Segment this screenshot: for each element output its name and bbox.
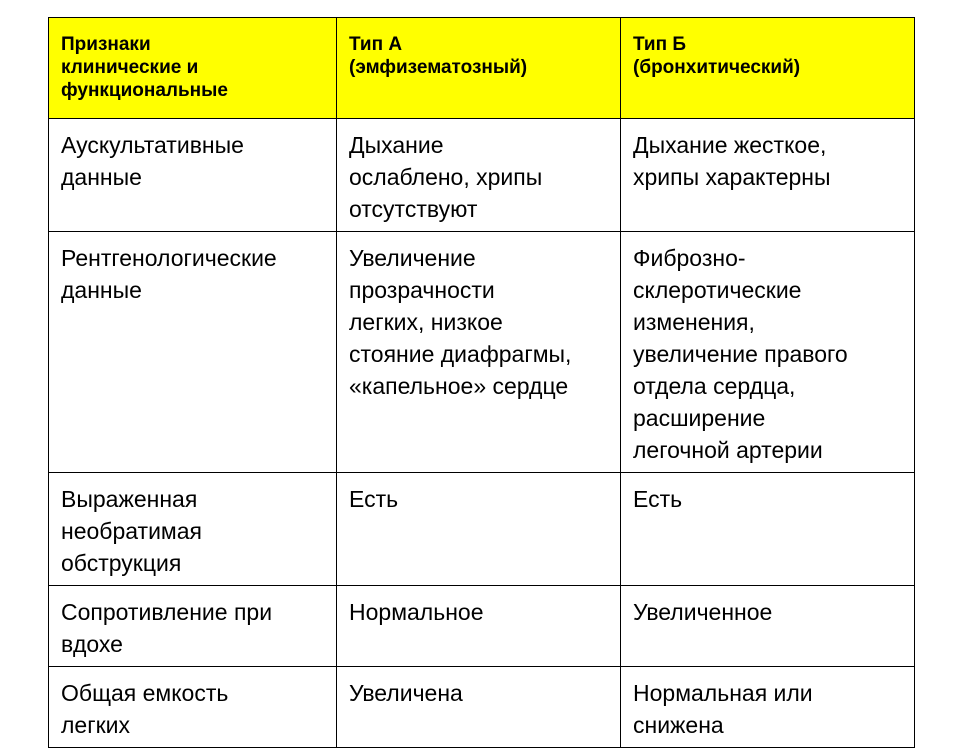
type-a-cell [337,232,621,473]
type-b-text: Дыхание жесткое, хрипы характерны [633,132,831,190]
type-a-cell [337,119,621,232]
feature-text: Рентгенологические данные [61,245,277,303]
header-cell-features [49,18,337,119]
type-a-text: Увеличение прозрачности легких, низкое стояние диафрагмы, «капельное» сердце [349,245,572,399]
type-b-cell [621,586,915,667]
type-a-cell [337,586,621,667]
type-b-text: Увеличенное [633,599,773,625]
type-b-cell [621,232,915,473]
feature-cell [49,119,337,232]
table-row [49,586,915,667]
feature-cell [49,586,337,667]
type-b-text: Фиброзно- склеротические изменения, увеличение правого отдела сердца, расширение легочной артерии [633,245,848,463]
feature-cell [49,232,337,473]
header-cell-type-a [337,18,621,119]
table-header-row [49,18,915,119]
type-b-cell [621,473,915,586]
type-b-cell [621,119,915,232]
type-b-text: Нормальная или снижена [633,680,813,738]
table-row [49,119,915,232]
feature-text: Сопротивление при вдохе [61,599,273,657]
type-a-cell [337,667,621,748]
type-b-text: Есть [633,486,683,512]
type-a-text: Нормальное [349,599,484,625]
header-features-label: Признаки клинические и функциональные [61,34,228,101]
type-a-text: Есть [349,486,399,512]
header-type-a-label: Тип А (эмфизематозный) [349,34,528,78]
type-a-text: Увеличена [349,680,463,706]
header-type-b-label: Тип Б (бронхитический) [633,34,801,78]
table-row [49,667,915,748]
feature-text: Выраженная необратимая обструкция [61,486,202,576]
feature-text: Общая емкость легких [61,680,229,738]
feature-cell [49,667,337,748]
table-row [49,473,915,586]
feature-cell [49,473,337,586]
type-a-cell [337,473,621,586]
type-a-text: Дыхание ослаблено, хрипы отсутствуют [349,132,543,222]
type-b-cell [621,667,915,748]
comparison-table [48,17,915,748]
feature-text: Аускультативные данные [61,132,244,190]
header-cell-type-b [621,18,915,119]
table-row [49,232,915,473]
